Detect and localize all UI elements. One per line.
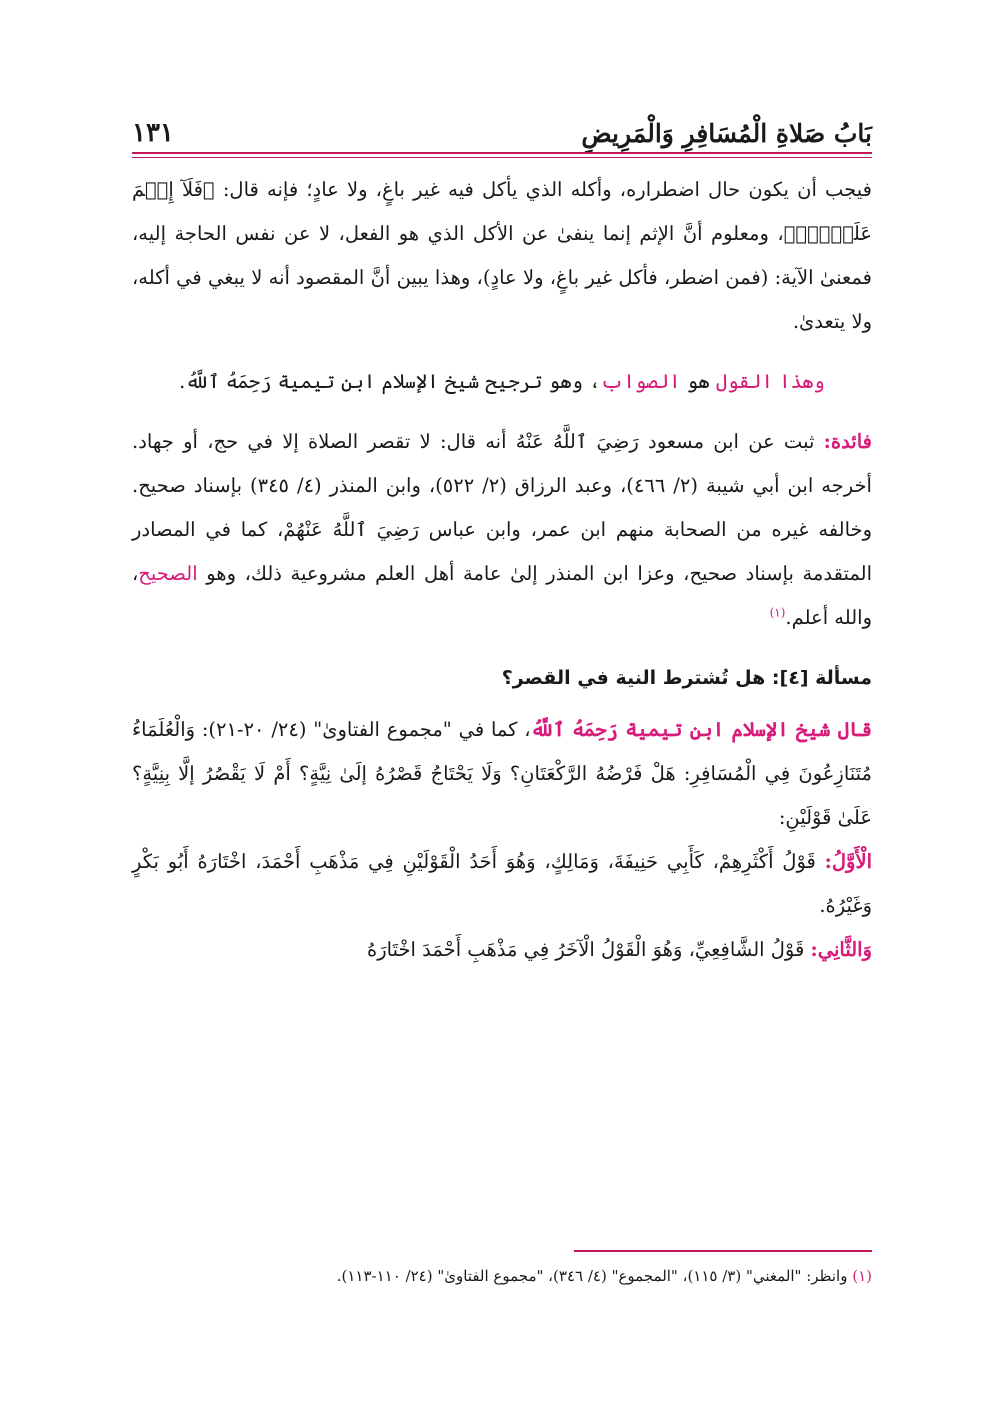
benefit-label: فائدة: (823, 430, 872, 453)
footnote: (١) وانظر: "المغني" (٣/ ١١٥)، "المجموع" (٤/ ٣٤٦)، "مجموع الفتاوىٰ" (٢٤/ ١١٠-١١٣). (336, 1267, 872, 1285)
footnote-number: (١) (852, 1267, 872, 1285)
paragraph-quote: قال شيخ الإسلام ابن تيمية رَحِمَهُ ٱللَّهُ، كما في "مجموع الفتاوىٰ" (٢٤/ ٢٠-٢١): وَالْعُلَمَاءُ مُتَنَازِعُونَ فِي الْمُسَافِرِ: هَلْ فَرْضُهُ الرَّكْعَتَانِ؟ وَلَا يَحْتَاجُ قَصْرُهُ إلَىٰ نِيَّةٍ؟ أَمْ لَا يَقْصُرُ إلَّا بِنِيَّةٍ؟ عَلَىٰ قَوْلَيْنِ: (132, 718, 872, 829)
paragraph-conclusion: وهذا القول هو الصواب، وهو ترجيح شيخ الإسلام ابن تيمية رَحِمَهُ ٱللَّهُ. (179, 370, 825, 393)
paragraph-second-opinion: وَالثَّانِي: قَوْلُ الشَّافِعِيِّ، وَهُوَ الْقَوْلُ الْآخَرُ فِي مَذْهَبِ أَحْمَدَ اخْتَارَهُ (367, 938, 872, 961)
paragraph-1: فيجب أن يكون حال اضطراره، وأكله الذي يأكل فيه غير باغٍ، ولا عادٍ؛ فإنه قال: ﴿فَلَآ إِثۡمَ عَلَيۡهِۚ﴾، ومعلوم أنَّ الإثم إنما ينفىٰ عن الأكل الذي هو الفعل، لا عن نفس الحاجة إليه، فمعنىٰ الآية: (فمن اضطر، فأكل غير باغٍ، ولا عادٍ)، وهذا يبين أنَّ المقصود أنه لا يبغي في أكله، ولا يتعدىٰ. (132, 178, 872, 333)
quran-verse: ﴿فَلَآ إِثۡمَ عَلَيۡهِۚ﴾ (132, 178, 872, 245)
main-text (132, 168, 872, 972)
header-divider (132, 152, 872, 154)
issue-heading: مسألة [٤]: هل تُشترط النية في القصر؟ (501, 667, 872, 689)
footnote-reference[interactable]: (١) (769, 605, 786, 620)
paragraph-first-opinion: الْأَوَّلُ: قَوْلُ أَكْثَرِهِمْ، كَأَبِي حَنِيفَةَ، وَمَالِكٍ، وَهُوَ أَحَدُ الْقَوْلَيْنِ فِي مَذْهَبِ أَحْمَدَ، اخْتَارَهُ أَبُو بَكْرٍ وَغَيْرُهُ. (132, 850, 872, 917)
page-number: ١٣١ (132, 118, 174, 148)
page-header (132, 98, 872, 148)
chapter-title: بَابُ صَلاةِ الْمُسَافِرِ وَالْمَرِيضِ (581, 119, 872, 148)
footnote-divider (574, 1250, 872, 1252)
paragraph-benefit: فائدة: ثبت عن ابن مسعود رَضِيَ ٱللَّهُ عَنْهُ أنه قال: لا تقصر الصلاة إلا في حج، أو جهاد. أخرجه ابن أبي شيبة (٢/ ٤٦٦)، وعبد الرزاق (٢/ ٥٢٢)، وابن المنذر (٤/ ٣٤٥) بإسناد صحيح. وخالفه غيره من الصحابة منهم ابن عمر، وابن عباس رَضِيَ ٱللَّهُ عَنْهُمْ، كما في المصادر المتقدمة بإسناد صحيح، وعزا ابن المنذر إلىٰ عامة أهل العلم مشروعية ذلك، وهو الصحيح، والله أعلم.$^{(١)}$ (132, 430, 872, 629)
